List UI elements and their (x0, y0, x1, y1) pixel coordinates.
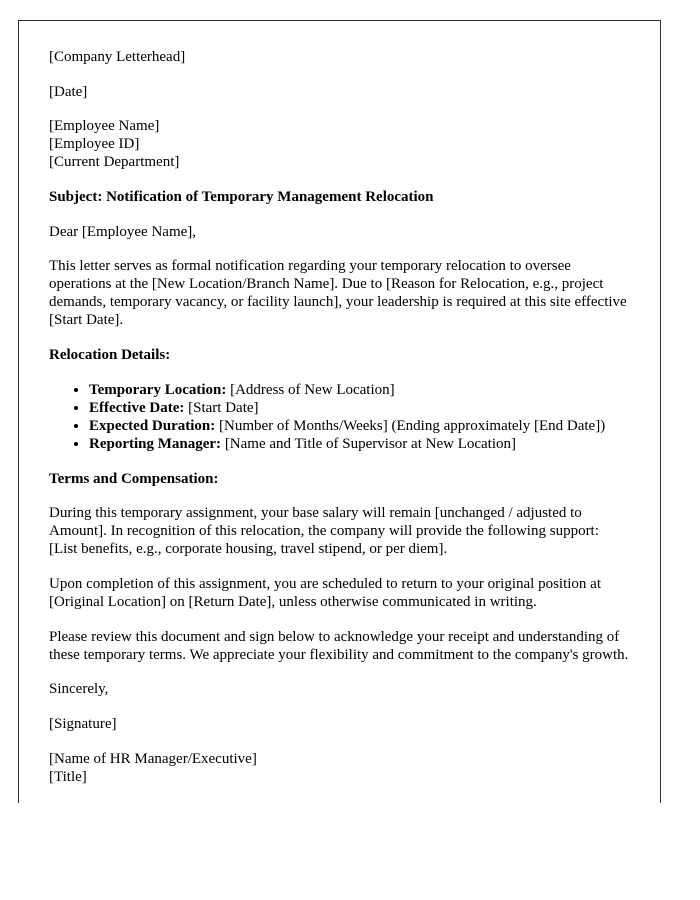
subject-line: Subject: Notification of Temporary Management Relocation (49, 189, 434, 206)
detail-label: Expected Duration: (89, 417, 216, 434)
letterhead: [Company Letterhead] (49, 49, 186, 65)
signer-block (49, 750, 630, 786)
recipient-block (49, 117, 630, 171)
employee-id: [Employee ID] (49, 136, 140, 153)
letter-page (18, 20, 661, 803)
detail-label: Effective Date: (89, 399, 185, 416)
signature: [Signature] (49, 715, 117, 732)
signer-name: [Name of HR Manager/Executive] (49, 750, 257, 767)
list-item (89, 399, 630, 417)
salutation: Dear [Employee Name], (49, 223, 197, 240)
detail-value: [Start Date] (184, 399, 259, 416)
signer-title: [Title] (49, 768, 87, 785)
signoff: Sincerely, (49, 681, 109, 698)
list-item (89, 417, 630, 435)
letter-date: [Date] (49, 83, 88, 100)
closing-paragraph: Please review this document and sign below to acknowledge your receipt and understanding of these temporary terms. We appreciate your flexibility and commitment to the company's growth. (49, 628, 629, 663)
intro-paragraph: This letter serves as formal notification regarding your temporary relocation to oversee operations at the [New Location/Branch Name]. Due to [Reason for Relocation, e.g., project demands, temporary vacancy, or facility launch], your leadership is required at this site effective [Start Date]. (49, 258, 627, 329)
employee-department: [Current Department] (49, 154, 180, 171)
detail-value: [Number of Months/Weeks] (Ending approximately [End Date]) (215, 417, 606, 434)
list-item (89, 381, 630, 399)
details-list (49, 381, 630, 453)
details-heading: Relocation Details: (49, 347, 171, 364)
terms-paragraph: During this temporary assignment, your base salary will remain [unchanged / adjusted to Amount]. In recognition of this relocation, the company will provide the following support: [List benefits, e.g., corporate housing, travel stipend, or per diem]. (49, 505, 599, 558)
employee-name: [Employee Name] (49, 118, 160, 135)
detail-value: [Name and Title of Supervisor at New Location] (221, 435, 517, 452)
terms-heading: Terms and Compensation: (49, 470, 219, 487)
detail-value: [Address of New Location] (226, 381, 395, 398)
detail-label: Reporting Manager: (89, 435, 222, 452)
list-item (89, 435, 630, 453)
detail-label: Temporary Location: (89, 381, 227, 398)
return-paragraph: Upon completion of this assignment, you are scheduled to return to your original position at [Original Location] on [Return Date], unless otherwise communicated in writing. (49, 575, 601, 610)
